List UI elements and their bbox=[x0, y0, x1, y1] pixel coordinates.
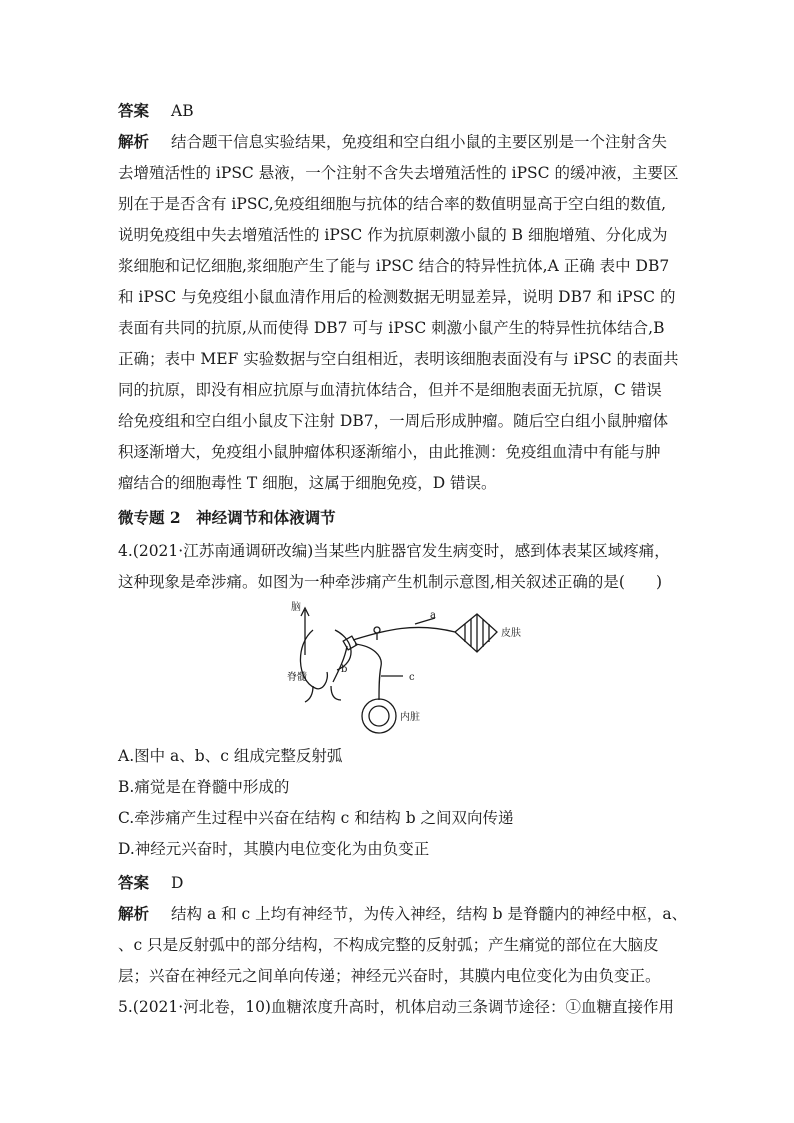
label-c: c bbox=[409, 672, 415, 683]
q3-analysis-text-1: 结合题干信息实验结果，免疫组和空白组小鼠的主要区别是一个注射含失 bbox=[171, 133, 668, 151]
label-b: b bbox=[341, 664, 348, 675]
q5-stem-line: 5.(2021·河北卷，10)血糖浓度升高时，机体启动三条调节途径：①血糖直接作用 bbox=[118, 998, 674, 1016]
label-viscera: 内脏 bbox=[400, 712, 420, 723]
q3-analysis-text-2: 去增殖活性的 iPSC 悬液，一个注射不含失去增殖活性的 iPSC 的缓冲液，主要区 bbox=[118, 164, 679, 182]
q4-answer-value: D bbox=[171, 874, 184, 892]
q4-answer-line bbox=[118, 872, 678, 894]
q4-analysis-text-3: 层；兴奋在神经元之间单向传递；神经元兴奋时，其膜内电位变化为由负变正。 bbox=[118, 967, 661, 985]
viscera-organ bbox=[362, 699, 396, 733]
q3-answer-label: 答案 bbox=[118, 101, 150, 120]
q3-analysis-text-4: 说明免疫组中失去增殖活性的 iPSC 作为抗原刺激小鼠的 B 细胞增殖、分化成为 bbox=[118, 226, 668, 244]
q4-option-d: D.神经元兴奋时，其膜内电位变化为由负变正 bbox=[118, 840, 430, 858]
label-spinal-cord: 脊髓 bbox=[287, 672, 307, 683]
section-title: 微专题 2 神经调节和体液调节 bbox=[118, 508, 336, 527]
label-a: a bbox=[430, 610, 436, 621]
q3-analysis-line-1 bbox=[118, 131, 678, 153]
q4-stem-line-2: 这种现象是牵涉痛。如图为一种牵涉痛产生机制示意图,相关叙述正确的是( ) bbox=[118, 573, 663, 591]
q3-analysis-text-7: 表面有共同的抗原,从而使得 DB7 可与 iPSC 刺激小鼠产生的特异性抗体结合,B bbox=[118, 319, 665, 337]
q3-answer-line bbox=[118, 100, 678, 122]
q3-answer-value: AB bbox=[171, 102, 194, 120]
q4-option-a: A.图中 a、b、c 组成完整反射弧 bbox=[118, 747, 343, 765]
q3-analysis-text-6: 和 iPSC 与免疫组小鼠血清作用后的检测数据无明显差异，说明 DB7 和 iPSC 的 bbox=[118, 288, 676, 306]
fibre-a bbox=[353, 627, 455, 640]
fibre-c bbox=[355, 644, 381, 700]
q4-analysis-label: 解析 bbox=[118, 904, 150, 923]
q3-analysis-text-3: 别在于是否含有 iPSC,免疫组细胞与抗体的结合率的数值明显高于空白组的数值, bbox=[118, 195, 667, 213]
q3-analysis-text-9: 同的抗原，即没有相应抗原与血清抗体结合，但并不是细胞表面无抗原，C 错误 bbox=[118, 381, 662, 399]
q3-analysis-text-5: 浆细胞和记忆细胞,浆细胞产生了能与 iPSC 结合的特异性抗体,A 正确 表中 DB7 bbox=[118, 257, 670, 275]
q4-option-c: C.牵涉痛产生过程中兴奋在结构 c 和结构 b 之间双向传递 bbox=[118, 809, 514, 827]
label-brain: 脑 bbox=[291, 602, 301, 613]
q3-analysis-label: 解析 bbox=[118, 132, 150, 151]
q4-stem-line-1: 4.(2021·江苏南通调研改编)当某些内脏器官发生病变时，感到体表某区域疼痛， bbox=[118, 542, 670, 560]
q3-analysis-text-10: 给免疫组和空白组小鼠皮下注射 DB7，一周后形成肿瘤。随后空白组小鼠肿瘤体 bbox=[118, 412, 669, 430]
q4-option-b: B.痛觉是在脊髓中形成的 bbox=[118, 778, 290, 796]
skin-receptor bbox=[455, 614, 497, 652]
referred-pain-diagram bbox=[285, 600, 585, 740]
q3-analysis-text-11: 积逐渐增大，免疫组小鼠肿瘤体积逐渐缩小，由此推测：免疫组血清中有能与肿 bbox=[118, 443, 661, 461]
q3-analysis-text-12: 瘤结合的细胞毒性 T 细胞，这属于细胞免疫，D 错误。 bbox=[118, 474, 497, 492]
q4-analysis-line-1 bbox=[118, 903, 688, 925]
q4-analysis-text-2: 、c 只是反射弧中的部分结构，不构成完整的反射弧；产生痛觉的部位在大脑皮 bbox=[118, 936, 659, 954]
label-skin: 皮肤 bbox=[501, 628, 521, 639]
q4-answer-label: 答案 bbox=[118, 873, 150, 892]
q3-analysis-text-8: 正确；表中 MEF 实验数据与空白组相近，表明该细胞表面没有与 iPSC 的表面共 bbox=[118, 350, 679, 368]
q4-analysis-text-1: 结构 a 和 c 上均有神经节，为传入神经，结构 b 是脊髓内的神经中枢，a、 bbox=[171, 905, 688, 923]
